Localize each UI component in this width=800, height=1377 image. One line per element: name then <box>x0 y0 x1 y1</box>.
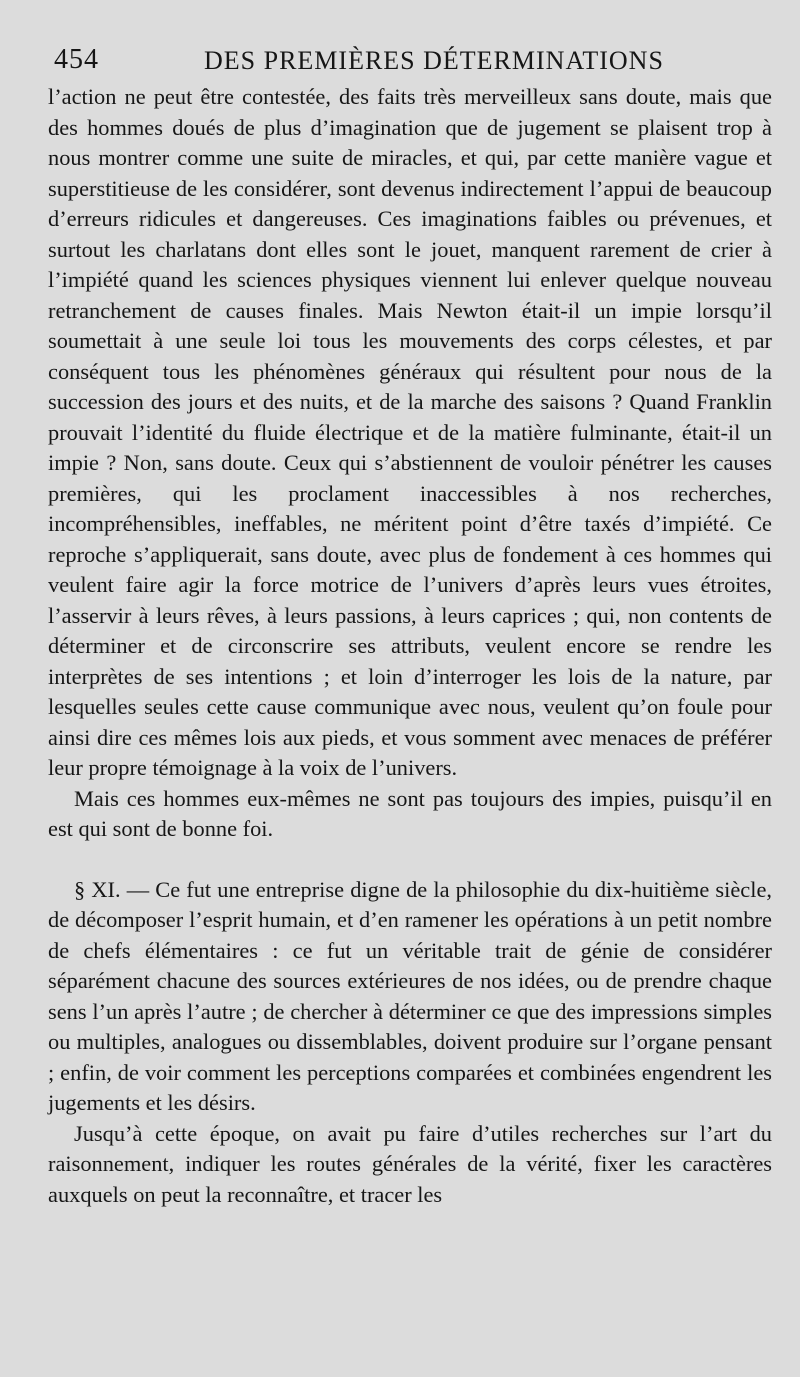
page-header <box>54 44 772 80</box>
paragraph-jusqua-cette-epoque: Jusqu’à cette époque, on avait pu faire d’utiles recherches sur l’art du raisonnement, indiquer les routes générales de la vérité, fixer les caractères auxquels on peut la reconnaître, et tracer les <box>48 1120 772 1207</box>
running-title: DES PREMIÈRES DÉTERMINATIONS <box>204 46 664 75</box>
page-number: 454 <box>54 44 99 75</box>
paragraph-continuation: l’action ne peut être contestée, des faits très merveilleux sans doute, mais que des hommes doués de plus d’imagination que de jugement se plaisent trop à nous montrer comme une suite de miracles, et qui, par cette manière vague et superstitieuse de les considérer, sont devenus indirectement l’appui de beaucoup d’erreurs ridicules et dangereuses. Ces imaginations faibles ou prévenues, et surtout les charlatans dont elles sont le jouet, manquent rarement de crier à l’impiété quand les sciences physiques viennent lui enlever quelque nouveau retranchement de causes finales. Mais Newton était-il un impie lorsqu’il soumettait à une seule loi tous les mouvements des corps célestes, et par conséquent tous les phénomènes généraux qui résultent pour nous de la succession des jours et des nuits, et de la marche des saisons ? Quand Franklin prouvait l’identité du fluide électrique et de la matière fulminante, était-il un impie ? Non, sans doute. Ceux qui s’abstiennent de vouloir pénétrer les causes premières, qui les proclament inaccessibles à nos recherches, incompréhensibles, ineffables, ne méritent point d’être taxés d’impiété. Ce reproche s’appliquerait, sans doute, avec plus de fondement à ces hommes qui veulent faire agir la force motrice de l’univers d’après leurs vues étroites, l’asservir à leurs rêves, à leurs passions, à leurs caprices ; qui, non contents de déterminer et de circonscrire ses attributs, veulent encore se rendre les interprètes de ses intentions ; et loin d’interroger les lois de la nature, par lesquelles seules cette cause communique avec nous, veulent qu’on foule pour ainsi dire ces mêmes lois aux pieds, et vous somment avec menaces de préférer leur propre témoignage à la voix de l’univers. <box>48 84 772 780</box>
paragraph-section-xi: § XI. — Ce fut une entreprise digne de la philosophie du dix-huitième siècle, de décomposer l’esprit humain, et d’en ramener les opérations à un petit nombre de chefs élémentaires : ce fut un véritable trait de génie de considérer séparément chacune des sources extérieures de nos idées, ou de prendre chaque sens l’un après l’autre ; de chercher à déterminer ce que des impressions simples ou multiples, analogues ou dissemblables, doivent produire sur l’organe pensant ; enfin, de voir comment les perceptions comparées et combinées engendrent les jugements et les désirs. <box>48 876 772 1115</box>
paragraph-impies: Mais ces hommes eux-mêmes ne sont pas toujours des impies, puisqu’il en est qui sont de bonne foi. <box>48 785 772 841</box>
page-body <box>48 82 772 1210</box>
section-spacer <box>48 845 772 875</box>
